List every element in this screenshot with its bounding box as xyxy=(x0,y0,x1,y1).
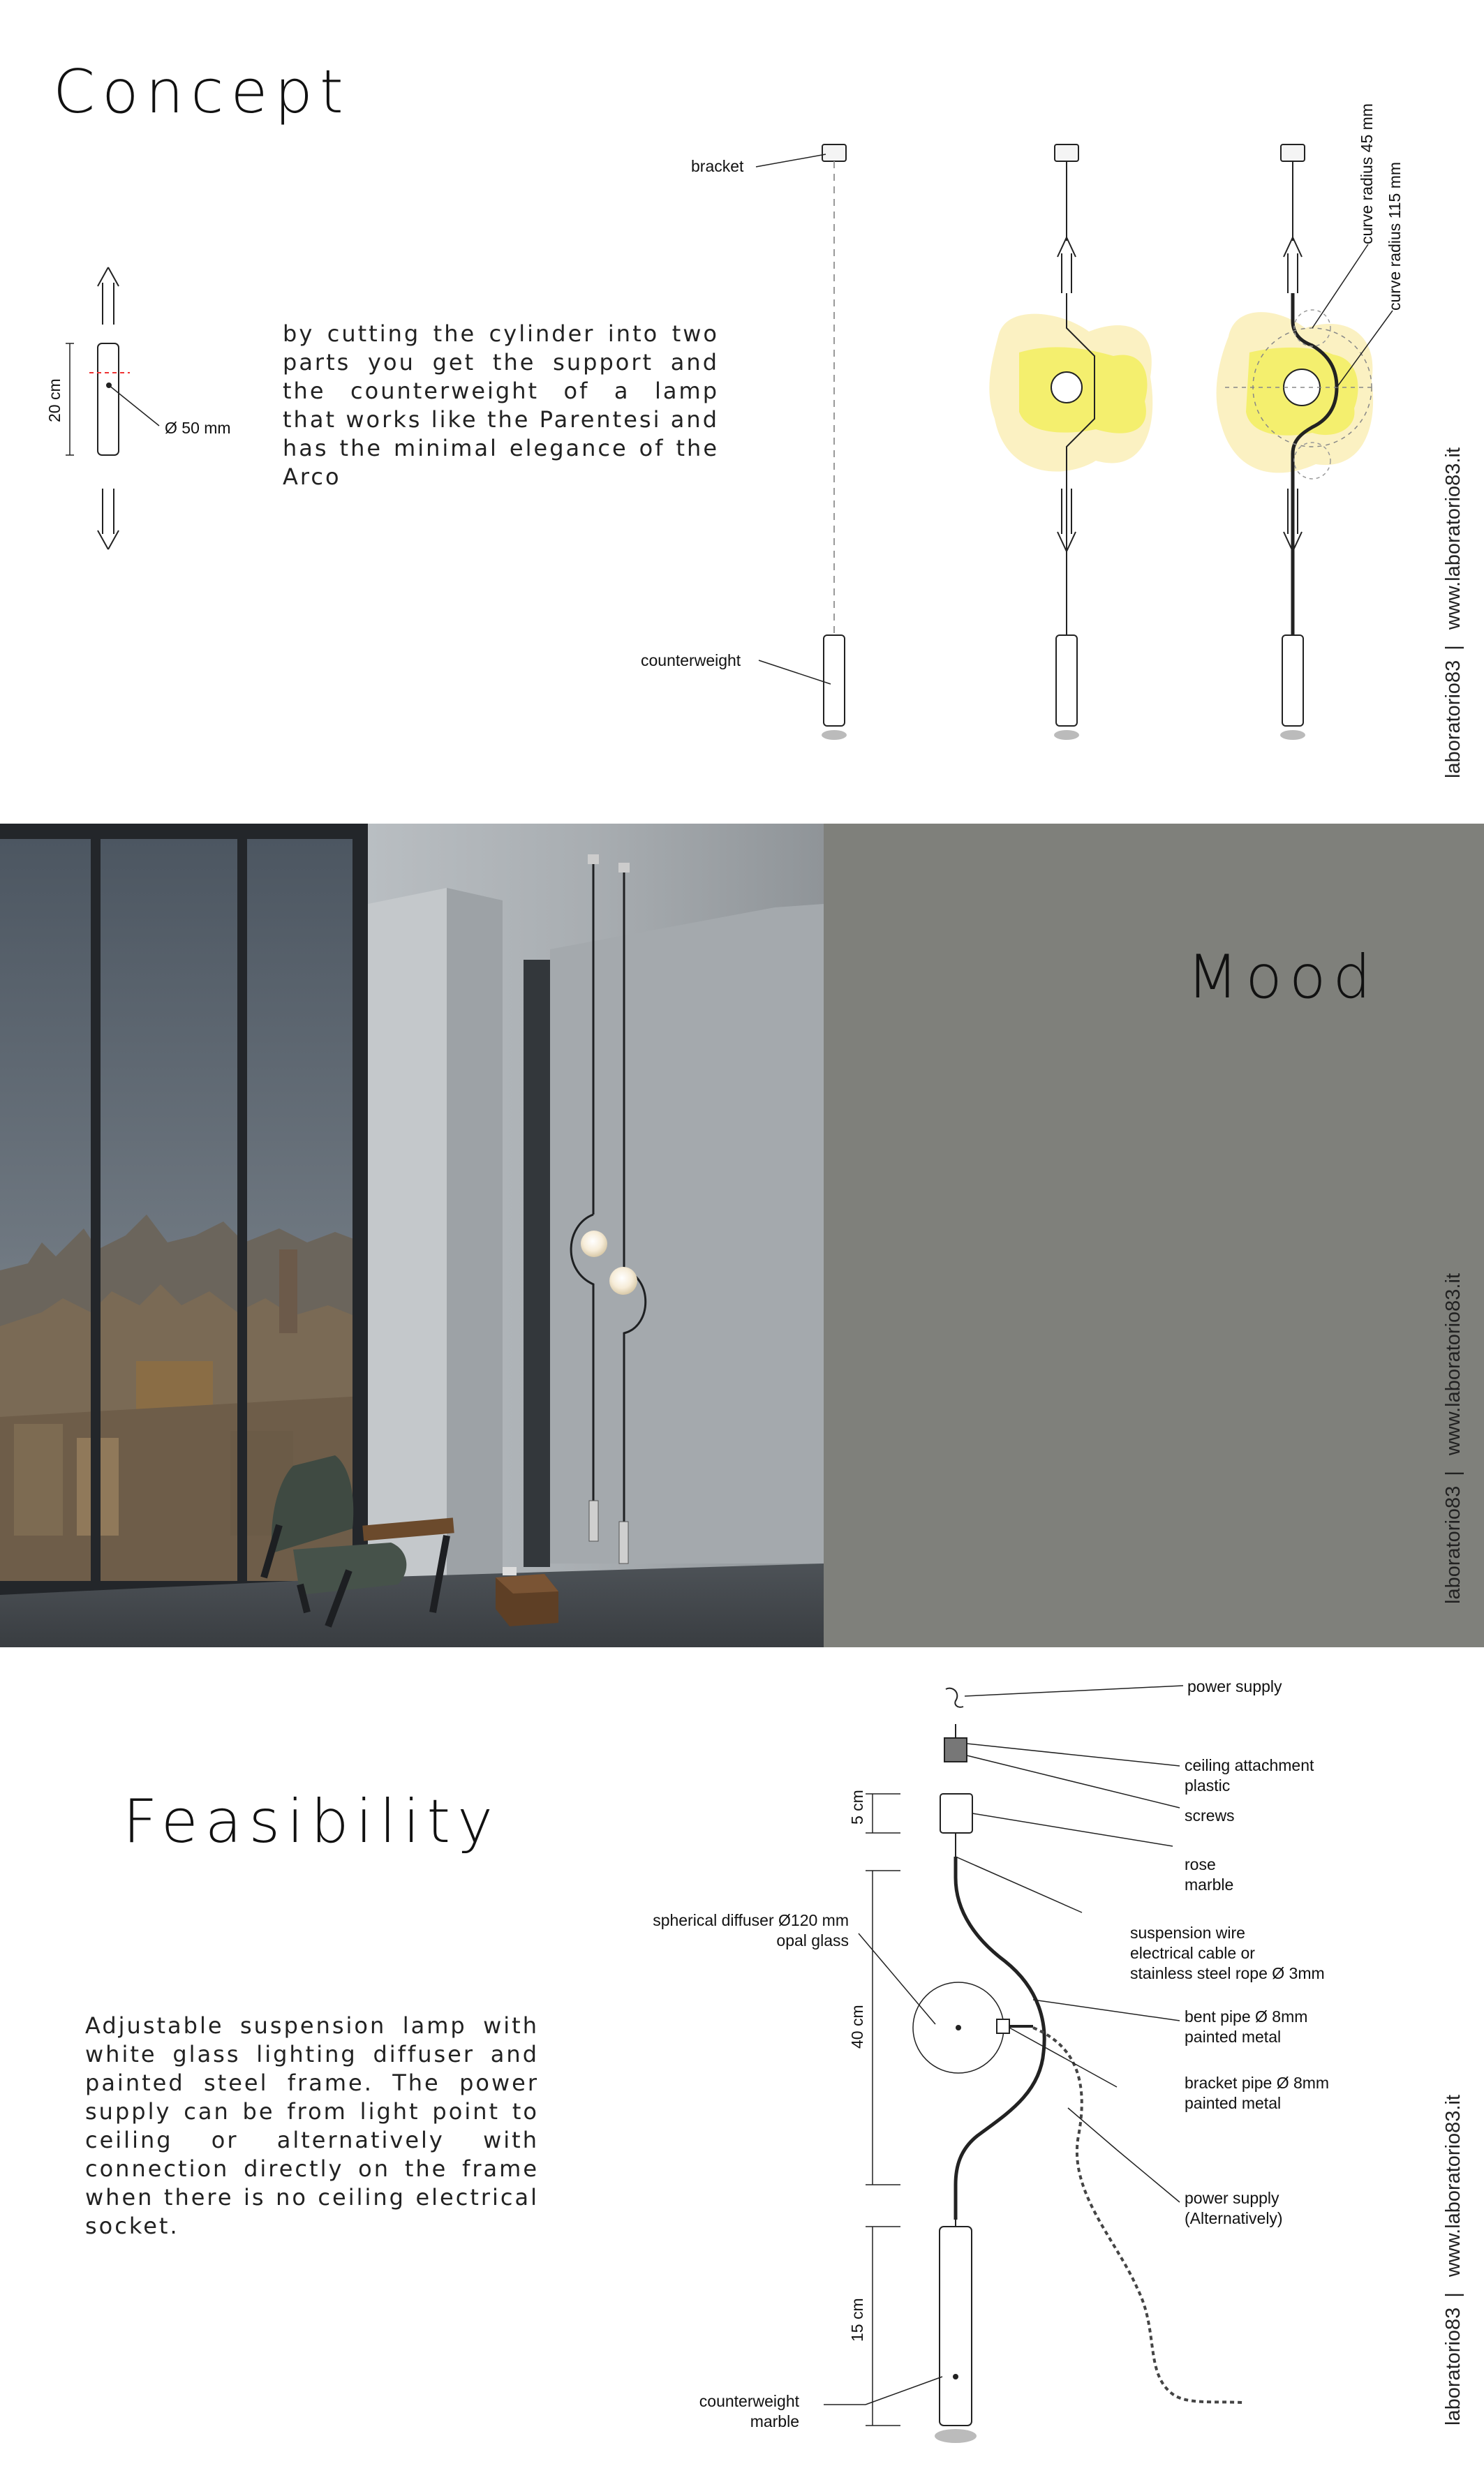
mood-section xyxy=(0,824,1484,1647)
sidebar-credit-1 xyxy=(1442,447,1465,778)
label-suspension xyxy=(1130,1923,1325,1984)
sidebar-separator: | xyxy=(1442,645,1464,651)
interior-render xyxy=(0,824,824,1647)
label-rose-line1: rose xyxy=(1185,1855,1216,1873)
brand-url-3: www.laboratorio83.it xyxy=(1442,2095,1464,2278)
sidebar-separator-2: | xyxy=(1442,1471,1464,1476)
label-power-alternative-line1: power supply xyxy=(1185,2189,1279,2207)
label-power-alternative xyxy=(1185,2188,1283,2229)
curve-radius-45-label: curve radius 45 mm xyxy=(1358,103,1376,244)
lamp-diagram-2 xyxy=(989,144,1152,740)
label-diffuser-line1: spherical diffuser Ø120 mm xyxy=(653,1911,849,1929)
dim-5cm-label: 5 cm xyxy=(848,1790,866,1825)
cylinder-diameter-label: Ø 50 mm xyxy=(165,419,231,437)
curve-radius-115-label: curve radius 115 mm xyxy=(1386,161,1404,311)
cylinder-shape xyxy=(98,343,119,455)
label-ceiling-attachment-line1: ceiling attachment xyxy=(1185,1756,1314,1774)
counterweight-label: counterweight xyxy=(641,651,741,669)
label-bent-pipe-line2: painted metal xyxy=(1185,2028,1282,2046)
sidebar-credit-3 xyxy=(1442,2095,1465,2426)
lamp-diagram-1 xyxy=(756,144,847,740)
feasibility-title: Feasibility xyxy=(123,1787,500,1857)
counterweight xyxy=(940,2227,972,2426)
bracket-pipe xyxy=(997,2019,1009,2033)
label-bracket-pipe xyxy=(1185,2073,1329,2114)
label-diffuser xyxy=(632,1910,849,1951)
rose xyxy=(940,1794,972,1833)
cylinder-diagram xyxy=(66,267,159,549)
brand-url: www.laboratorio83.it xyxy=(1442,447,1464,630)
label-counterweight-marble xyxy=(642,2391,799,2432)
label-suspension-line2: electrical cable or xyxy=(1130,1944,1255,1962)
label-ceiling-attachment-line2: plastic xyxy=(1185,1776,1231,1795)
label-bracket-pipe-line2: painted metal xyxy=(1185,2094,1282,2112)
concept-drawings xyxy=(0,0,1484,824)
light-core xyxy=(1019,347,1148,433)
bent-pipe xyxy=(956,1857,1044,2220)
label-bent-pipe xyxy=(1185,2007,1307,2047)
label-power-alternative-line2: (Alternatively) xyxy=(1185,2209,1283,2227)
feasibility-description: Adjustable suspension lamp with white glass lighting diffuser and painted steel frame. The power supply can be from light point to ceiling or alternatively with connection directly on the frame when there is no ceiling electrical socket. xyxy=(85,2012,539,2239)
label-counterweight-line2: marble xyxy=(750,2412,799,2430)
brand-name-2: laboratorio83 xyxy=(1442,1485,1464,1604)
concept-description: by cutting the cylinder into two parts you get the support and the counterweight of a lamp that works like the Parentesi and has the minimal elegance of the Arco xyxy=(283,320,719,490)
power-plug-icon xyxy=(946,1688,963,1707)
concept-title: Concept xyxy=(53,57,350,127)
sidebar-credit-2 xyxy=(1442,1273,1465,1604)
brand-name: laboratorio83 xyxy=(1442,660,1464,778)
label-suspension-line3: stainless steel rope Ø 3mm xyxy=(1130,1964,1325,1982)
wall-pillar xyxy=(368,888,447,1605)
feasibility-section xyxy=(0,1647,1484,2473)
label-bracket-pipe-line1: bracket pipe Ø 8mm xyxy=(1185,2074,1330,2092)
sidebar-separator-3: | xyxy=(1442,2292,1464,2298)
cylinder-height-label: 20 cm xyxy=(45,378,64,422)
concept-section xyxy=(0,0,1484,824)
brand-name-3: laboratorio83 xyxy=(1442,2307,1464,2426)
label-counterweight-line1: counterweight xyxy=(699,2392,799,2410)
label-rose-line2: marble xyxy=(1185,1876,1234,1894)
label-power-supply: power supply xyxy=(1187,1677,1282,1695)
dimension-lines xyxy=(866,1794,900,2426)
label-ceiling-attachment xyxy=(1185,1755,1314,1796)
bracket-label: bracket xyxy=(691,157,744,175)
label-rose xyxy=(1185,1855,1233,1895)
label-bent-pipe-line1: bent pipe Ø 8mm xyxy=(1185,2007,1308,2026)
ceiling-attachment xyxy=(944,1738,967,1762)
shadow xyxy=(935,2429,977,2443)
label-diffuser-line2: opal glass xyxy=(776,1931,849,1950)
label-suspension-line1: suspension wire xyxy=(1130,1924,1245,1942)
dim-40cm-label: 40 cm xyxy=(848,2005,866,2049)
label-screws: screws xyxy=(1185,1806,1235,1825)
brand-url-2: www.laboratorio83.it xyxy=(1442,1273,1464,1456)
mood-title: Mood xyxy=(1187,942,1379,1012)
dim-15cm-label: 15 cm xyxy=(848,2298,866,2342)
